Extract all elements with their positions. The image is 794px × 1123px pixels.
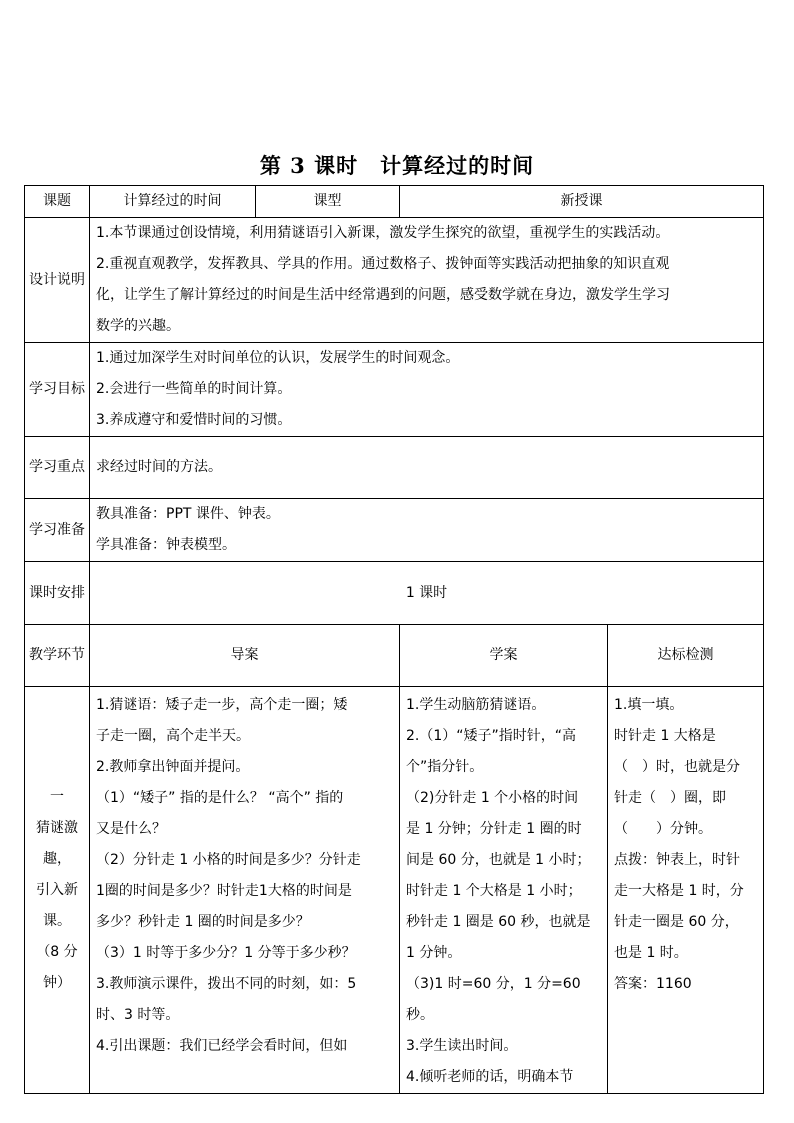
design-content [90, 218, 764, 343]
stage1-label-line: 猜谜激 [36, 819, 78, 836]
stage1-study [400, 687, 608, 1094]
study-line: 1.学生动脑筋猜谜语。 [406, 697, 546, 713]
stage-column-header: 教学环节 [25, 625, 90, 687]
study-line: （2)分针走 1 个小格的时间 [406, 790, 579, 806]
design-line: 数学的兴趣。 [96, 318, 180, 334]
study-line: （3)1 时=60 分，1 分=60 秒。 [406, 976, 581, 1023]
stage1-label-line: （8 分 [36, 943, 78, 960]
stage1-row [25, 687, 764, 1094]
prep-line: 教具准备：PPT 课件、钟表。 [96, 506, 280, 522]
focus-row [25, 437, 764, 499]
study-line: 秒针走 1 圈是 60 秒，也就是 [406, 914, 591, 930]
goals-label: 学习目标 [25, 343, 90, 437]
stage1-label [25, 687, 90, 1094]
study-line: 1 分钟。 [406, 945, 462, 961]
topic-label: 课题 [25, 186, 90, 218]
guide-column-header: 导案 [90, 625, 400, 687]
study-line: 4.倾听老师的话，明确本节 [406, 1069, 574, 1085]
stage1-label-line: 引入新 [36, 881, 78, 898]
study-line: 间是 60 分，也就是 1 小时； [406, 852, 591, 868]
check-line: 时针走 1 大格是 [614, 728, 716, 744]
prep-line: 学具准备：钟表模型。 [96, 537, 236, 553]
stage1-check [608, 687, 764, 1094]
check-line: 也是 1 时。 [614, 945, 688, 961]
type-label: 课型 [256, 186, 400, 218]
stage1-label-line: 趣， [43, 850, 71, 867]
prep-row [25, 499, 764, 562]
study-line: 是 1 分钟；分针走 1 圈的时 [406, 821, 582, 837]
guide-line: 1圈的时间是多少？时针走1大格的时间是 [96, 883, 352, 899]
check-line: 针走（ ）圈，即 [614, 790, 726, 806]
goals-line: 2.会进行一些简单的时间计算。 [96, 381, 292, 397]
check-line: 点拨：钟表上，时针 [614, 852, 740, 868]
guide-line: （3）1 时等于多少分？1 分等于多少秒？ [96, 945, 356, 961]
prep-label: 学习准备 [25, 499, 90, 562]
check-line: 针走一圈是 60 分， [614, 914, 739, 930]
goals-line: 3.养成遵守和爱惜时间的习惯。 [96, 412, 292, 428]
check-line: （ ）时，也就是分 [614, 759, 740, 775]
design-line: 1.本节课通过创设情境，利用猜谜语引入新课，激发学生探究的欲望，重视学生的实践活动。 [96, 225, 670, 241]
schedule-content: 1 课时 [90, 562, 764, 625]
topic-value: 计算经过的时间 [90, 186, 256, 218]
guide-line: （2）分针走 1 小格的时间是多少？分针走 [96, 852, 361, 868]
stage1-label-line: 一 [50, 788, 64, 805]
stage1-guide [90, 687, 400, 1094]
prep-content [90, 499, 764, 562]
focus-content: 求经过时间的方法。 [90, 437, 764, 499]
schedule-label: 课时安排 [25, 562, 90, 625]
study-line: 个”指分针。 [406, 759, 484, 775]
goals-line: 1.通过加深学生对时间单位的认识，发展学生的时间观念。 [96, 350, 460, 366]
type-value: 新授课 [400, 186, 764, 218]
guide-line: 又是什么？ [96, 821, 166, 837]
check-column-header: 达标检测 [608, 625, 764, 687]
study-column-header: 学案 [400, 625, 608, 687]
design-line: 2.重视直观教学，发挥教具、学具的作用。通过数格子、拨钟面等实践活动把抽象的知识直观 [96, 256, 670, 272]
guide-line: 1.猜谜语：矮子走一步，高个走一圈；矮 [96, 697, 348, 713]
check-line: 答案：1160 [614, 976, 692, 992]
check-line: （ ）分钟。 [614, 821, 712, 837]
check-line: 走一大格是 1 时，分 [614, 883, 744, 899]
goals-row [25, 343, 764, 437]
guide-line: （1）“矮子” 指的是什么？ “高个” 指的 [96, 790, 344, 806]
guide-line: 多少？秒针走 1 圈的时间是多少？ [96, 914, 310, 930]
goals-content [90, 343, 764, 437]
guide-line: 2.教师拿出钟面并提问。 [96, 759, 250, 775]
design-label: 设计说明 [25, 218, 90, 343]
header-row [25, 186, 764, 218]
design-line: 化，让学生了解计算经过的时间是生活中经常遇到的问题，感受数学就在身边，激发学生学习 [96, 287, 670, 303]
design-row [25, 218, 764, 343]
check-line: 1.填一填。 [614, 697, 684, 713]
page-title: 第 3 课时 计算经过的时间 [259, 153, 535, 178]
guide-line: 子走一圈，高个走半天。 [96, 728, 250, 744]
study-line: 时针走 1 个大格是 1 小时； [406, 883, 582, 899]
study-line: 3.学生读出时间。 [406, 1038, 518, 1054]
guide-line: 4.引出课题：我们已经学会看时间，但如 [96, 1038, 348, 1054]
focus-label: 学习重点 [25, 437, 90, 499]
stage1-label-line: 钟） [43, 974, 71, 991]
guide-line: 3.教师演示课件，拨出不同的时刻，如：5 [96, 976, 357, 992]
guide-line: 时、3 时等。 [96, 1007, 180, 1023]
column-header-row [25, 625, 764, 687]
stage1-label-line: 课。 [43, 912, 71, 929]
lesson-plan-table [24, 185, 764, 1094]
schedule-row [25, 562, 764, 625]
study-line: 2.（1）“矮子”指时针，“高 [406, 728, 577, 744]
